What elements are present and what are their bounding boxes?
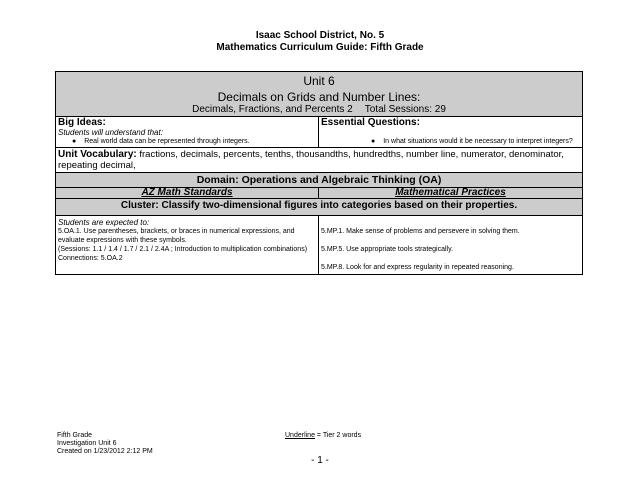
guide-title: Mathematics Curriculum Guide: Fifth Grade: [216, 42, 424, 53]
footer-note-underline: Underline: [285, 432, 315, 439]
standards-cell: [56, 216, 319, 275]
unit-title: Unit 6: [303, 74, 335, 88]
big-idea-item: ● Real world data can be represented through integers.: [72, 138, 250, 145]
essential-question-item: ● In what situations would it be necessary to interpret integers?: [371, 138, 573, 145]
standards-header-row: [56, 188, 583, 199]
essential-questions-label: Essential Questions:: [321, 117, 420, 128]
curriculum-table: [55, 71, 583, 275]
cluster-title: Cluster: Classify two-dimensional figures into categories based on their properties.: [56, 199, 583, 216]
essential-questions-cell: [319, 117, 583, 148]
standard-text: 5.OA.1. Use parentheses, brackets, or braces in numerical expressions, and evaluate expressions with these symbols.: [58, 228, 295, 244]
practice-item: 5.MP.8. Look for and express regularity in repeated reasoning.: [321, 264, 514, 271]
footer-unit: Investigation Unit 6: [57, 440, 117, 447]
page-number: - 1 -: [311, 455, 329, 466]
domain-title: Domain: Operations and Algebraic Thinking (OA): [56, 173, 583, 188]
cluster-row: [56, 199, 583, 216]
vocabulary-text: fractions, decimals, percents, tenths, thousandths, hundredths, number line, numerator, denominator, repeating decimal,: [58, 149, 564, 171]
unit-header-row: [56, 72, 583, 117]
footer-note-rest: = Tier 2 words: [314, 432, 362, 439]
footer-created: Created on 1/23/2012 2:12 PM: [57, 448, 153, 455]
district-title: Isaac School District, No. 5: [255, 30, 385, 41]
bullet-icon: ●: [72, 138, 77, 145]
ideas-row: [56, 117, 583, 148]
footer-note: [285, 432, 361, 440]
bullet-icon: ●: [371, 138, 376, 145]
standards-header: AZ Math Standards: [56, 188, 319, 199]
practice-item: 5.MP.5. Use appropriate tools strategically.: [321, 246, 454, 253]
unit-subtitle: Decimals, Fractions, and Percents 2: [192, 104, 353, 115]
unit-name: Decimals on Grids and Number Lines:: [217, 90, 421, 104]
standard-sessions: (Sessions: 1.1 / 1.4 / 1.7 / 2.1 / 2.4A ; Introduction to multiplication combinations): [58, 246, 308, 253]
big-ideas-intro: Students will understand that:: [58, 128, 163, 137]
unit-header-cell: [56, 72, 583, 117]
standard-connections: Connections: 5.OA.2: [58, 255, 123, 262]
big-ideas-cell: [56, 117, 319, 148]
practice-item: 5.MP.1. Make sense of problems and persevere in solving them.: [321, 228, 520, 235]
unit-sessions: Total Sessions: 29: [364, 104, 446, 115]
domain-row: [56, 173, 583, 188]
expectations-intro: Students are expected to:: [58, 218, 150, 227]
practices-cell: [319, 216, 583, 275]
content-row: [56, 216, 583, 275]
vocabulary-cell: [56, 148, 583, 173]
practices-header: Mathematical Practices: [319, 188, 583, 199]
unit-subtitle-line: [58, 104, 580, 116]
footer-info: [57, 432, 153, 456]
vocabulary-label: Unit Vocabulary:: [58, 149, 137, 160]
big-ideas-label: Big Ideas:: [58, 117, 106, 128]
vocabulary-row: [56, 148, 583, 173]
footer-grade: Fifth Grade: [57, 432, 93, 439]
